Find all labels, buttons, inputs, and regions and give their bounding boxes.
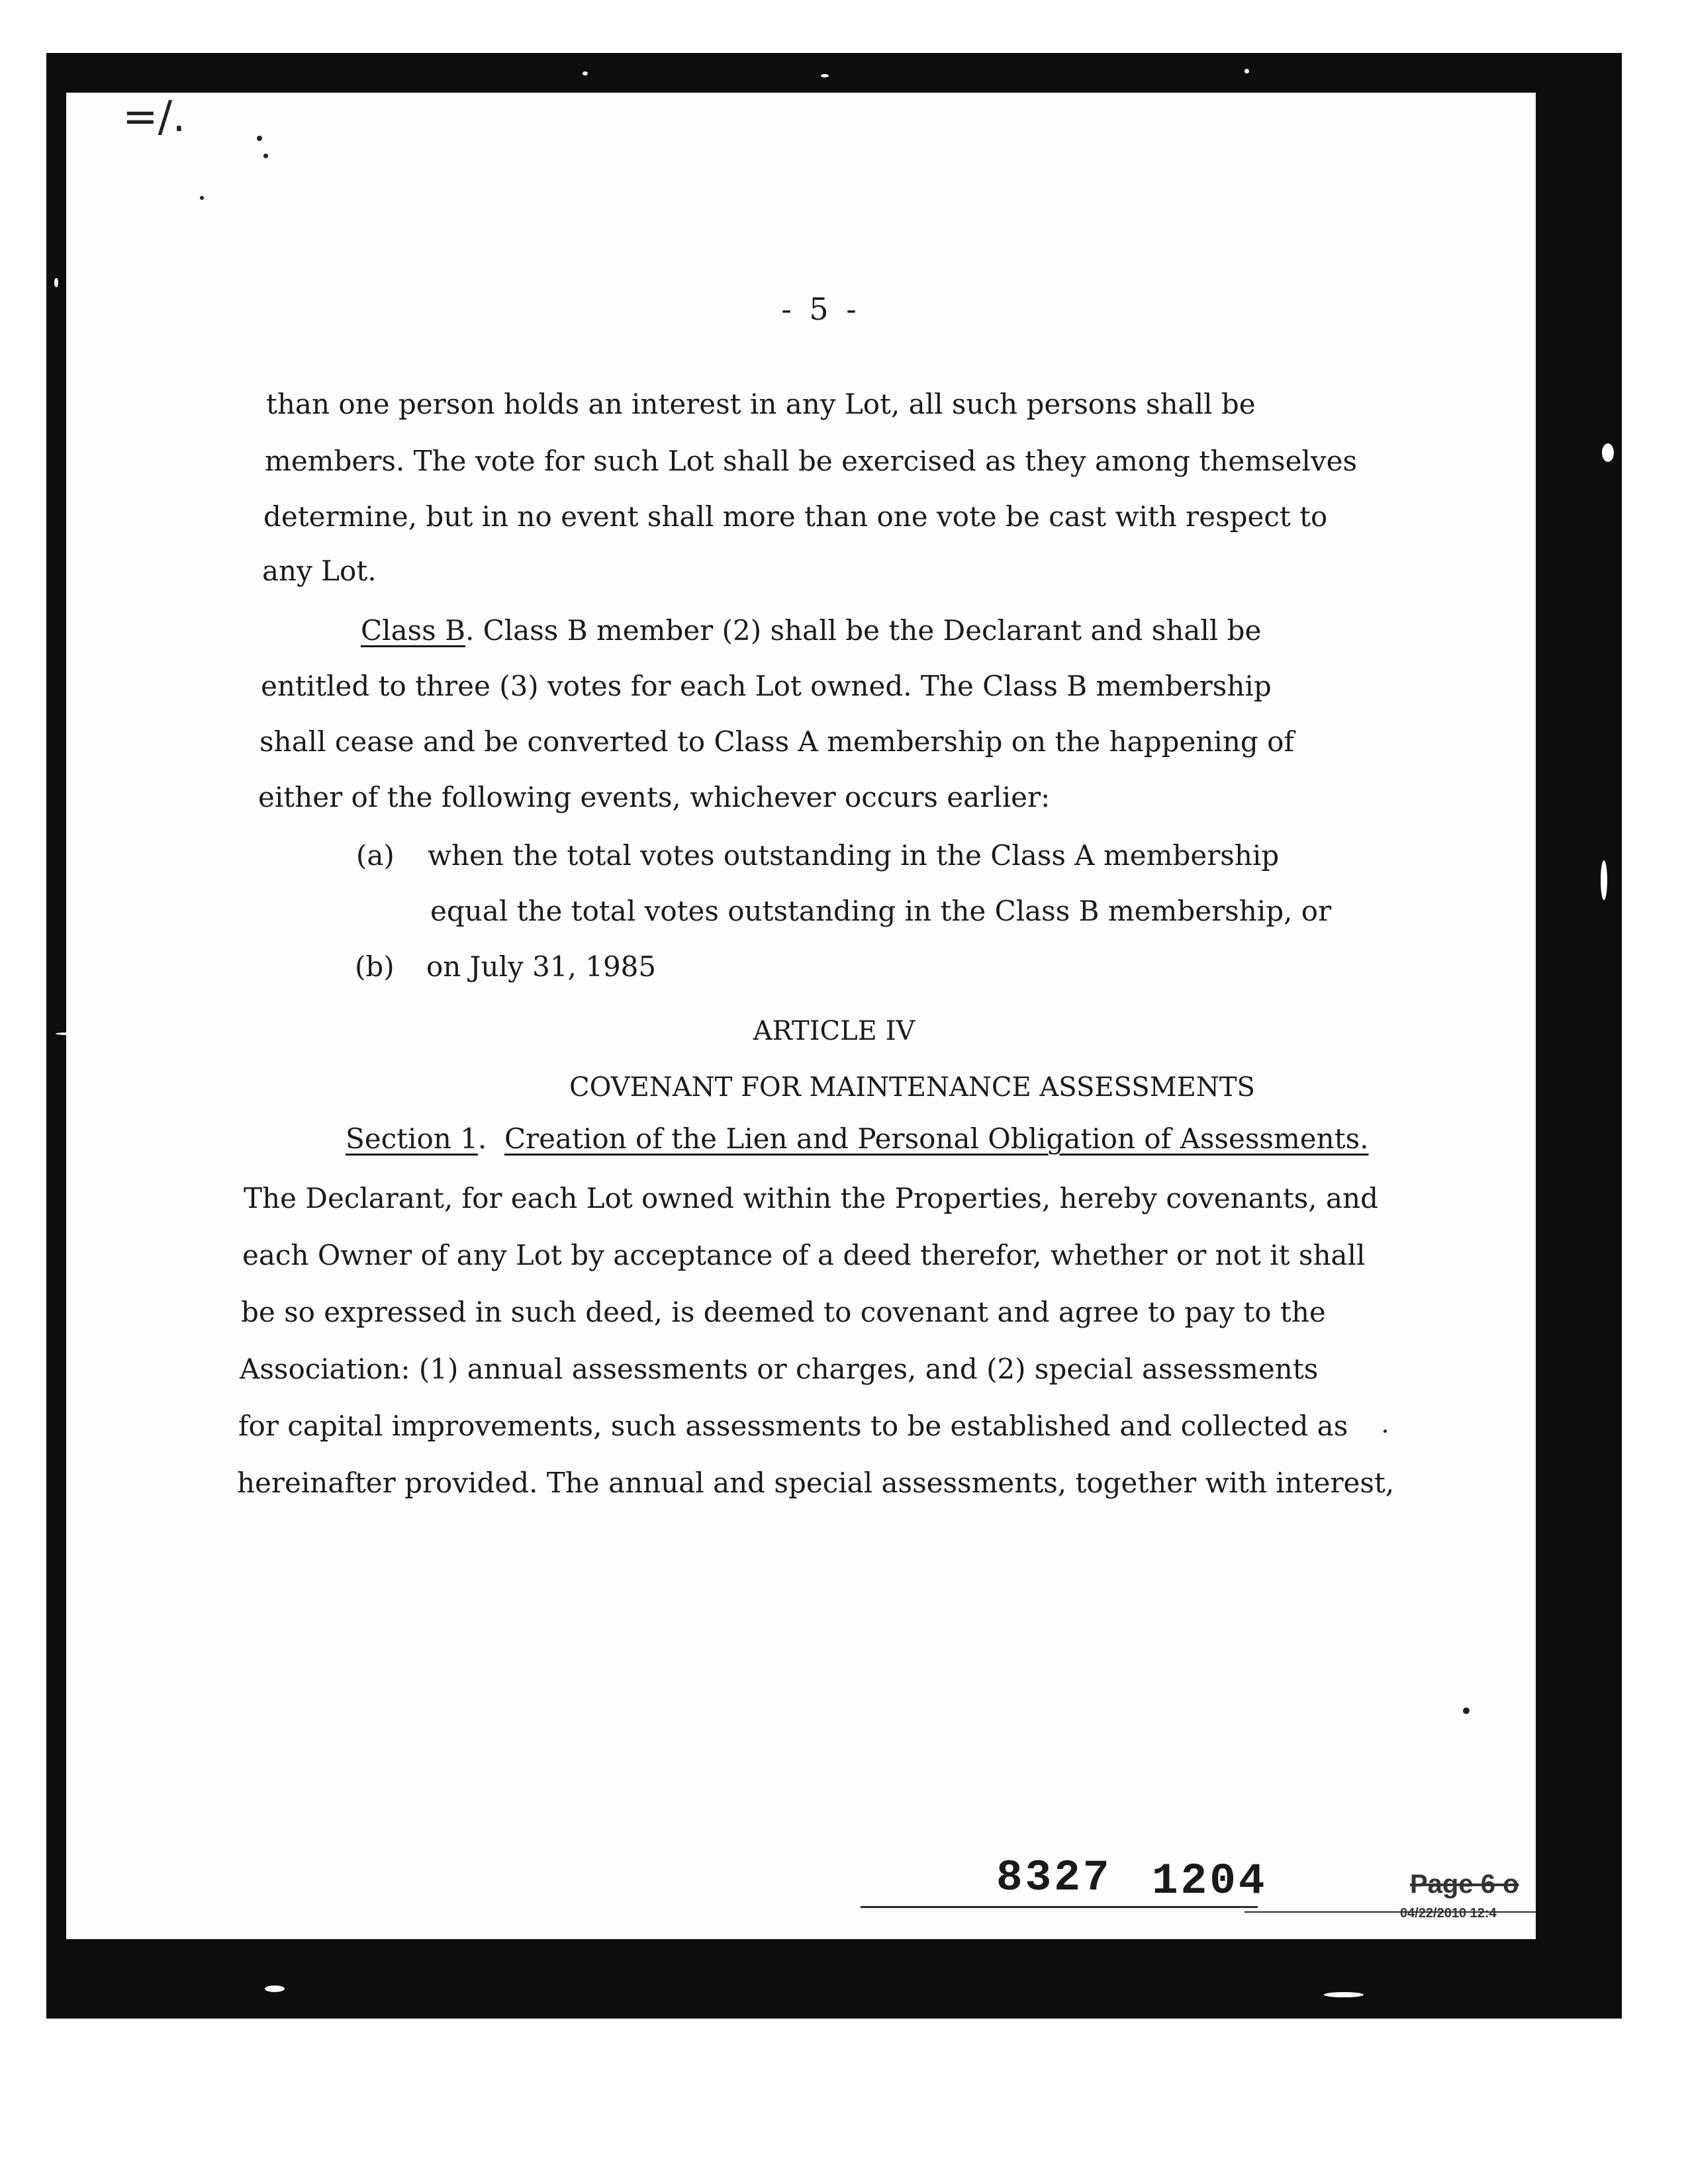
paper-speck — [1463, 1707, 1470, 1714]
class-b-heading: Class B — [361, 614, 465, 647]
border-speck — [265, 1985, 285, 1992]
paragraph-line: members. The vote for such Lot shall be exercised as they among themselves — [265, 445, 1357, 477]
border-speck — [1244, 69, 1249, 73]
border-speck — [821, 74, 829, 77]
paragraph-line: each Owner of any Lot by acceptance of a deed therefor, whether or not it shall — [242, 1239, 1366, 1271]
corner-mark: =/. — [122, 93, 186, 142]
section-heading: Creation of the Lien and Personal Obligation of Assessments. — [504, 1122, 1369, 1155]
page-number: - 5 - — [781, 291, 861, 327]
paper-speck — [1383, 1430, 1387, 1433]
list-item-text: on July 31, 1985 — [426, 950, 657, 983]
class-b-first-line-text: . Class B member (2) shall be the Declarant and shall be — [465, 614, 1262, 647]
paper-speck — [257, 136, 262, 141]
paragraph-line: than one person holds an interest in any Lot, all such persons shall be — [266, 388, 1256, 420]
paragraph-line: either of the following events, whichever occurs earlier: — [258, 781, 1051, 813]
paragraph-line: The Declarant, for each Lot owned within the Properties, hereby covenants, and — [244, 1182, 1378, 1214]
footer-rule — [861, 1906, 1258, 1908]
page-reference: 1204 — [1152, 1856, 1268, 1906]
date-stamp: 04/22/2010 12:4 — [1400, 1906, 1497, 1921]
paper-speck — [200, 196, 204, 200]
section-label: Section 1 — [346, 1122, 478, 1155]
paragraph-line: shall cease and be converted to Class A membership on the happening of — [259, 725, 1294, 758]
section-heading-line — [346, 1122, 1369, 1155]
paragraph-line: be so expressed in such deed, is deemed to covenant and agree to pay to the — [241, 1296, 1326, 1328]
section-separator: . — [477, 1122, 504, 1155]
paragraph-line: for capital improvements, such assessments to be established and collected as — [238, 1410, 1348, 1442]
list-item-text: equal the total votes outstanding in the Class B membership, or — [430, 895, 1332, 927]
border-speck — [583, 71, 588, 75]
border-speck — [54, 278, 58, 287]
paragraph-line: Association: (1) annual assessments or charges, and (2) special assessments — [240, 1353, 1319, 1385]
list-item-text: when the total votes outstanding in the Class A membership — [428, 839, 1280, 872]
article-title: COVENANT FOR MAINTENANCE ASSESSMENTS — [569, 1072, 1255, 1103]
book-number: 8327 — [996, 1853, 1112, 1903]
border-speck — [1324, 1992, 1364, 1997]
page-stamp: Page 6 o — [1410, 1870, 1519, 1899]
border-speck — [1602, 443, 1614, 462]
article-number: ARTICLE IV — [753, 1016, 915, 1046]
list-marker: (b) — [355, 950, 395, 983]
paragraph-line: any Lot. — [262, 555, 377, 587]
paper-speck — [263, 154, 268, 158]
paragraph-line: entitled to three (3) votes for each Lot owned. The Class B membership — [261, 670, 1272, 702]
border-speck — [1601, 860, 1607, 900]
paragraph-line: determine, but in no event shall more than one vote be cast with respect to — [263, 500, 1328, 533]
list-marker: (a) — [356, 839, 395, 872]
class-b-first-line — [361, 614, 1262, 647]
paragraph-line: hereinafter provided. The annual and special assessments, together with interest, — [237, 1467, 1395, 1499]
